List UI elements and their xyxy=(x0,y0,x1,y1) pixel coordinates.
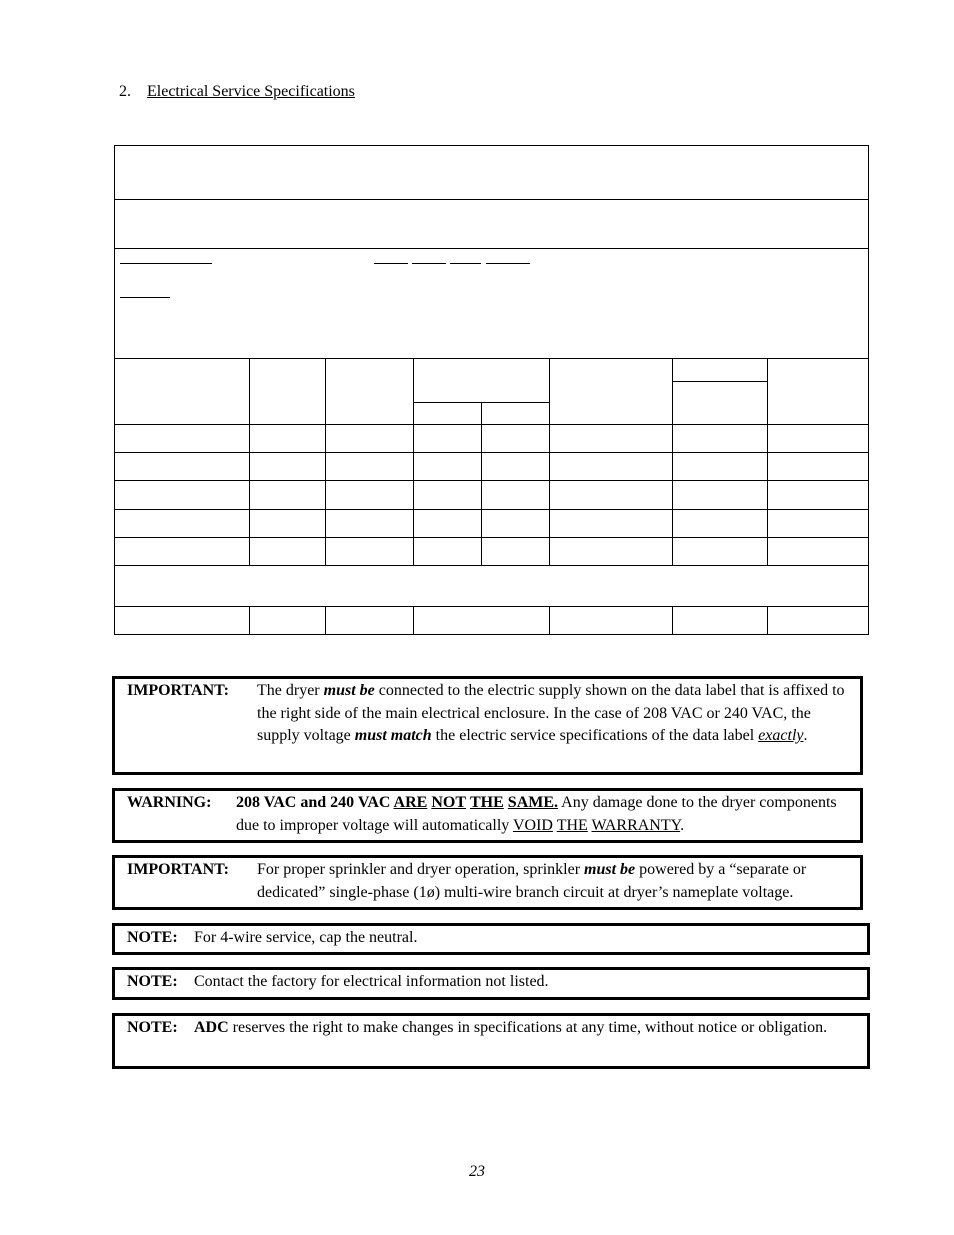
table-row-line xyxy=(114,509,869,510)
notice-label: NOTE: xyxy=(127,929,178,946)
table-col-line xyxy=(249,358,250,566)
table-col-line xyxy=(767,358,768,566)
table-row-line xyxy=(114,358,869,359)
table-row-line xyxy=(114,199,869,200)
table-col-line xyxy=(249,606,250,635)
table-row-line xyxy=(114,424,869,425)
notice-text: ADC reserves the right to make changes in specifications at any time, without notice or obligation. xyxy=(194,1019,828,1036)
table-border-left xyxy=(114,145,115,635)
table-row-line xyxy=(114,565,869,566)
important-notice-sprinkler xyxy=(112,855,863,910)
table-row-line xyxy=(114,480,869,481)
table-border-right xyxy=(868,145,869,635)
table-col-line xyxy=(672,358,673,566)
notice-text: Contact the factory for electrical information not listed. xyxy=(194,973,549,990)
notice-label: NOTE: xyxy=(127,1019,178,1036)
blank-underline xyxy=(120,297,170,298)
table-col-line xyxy=(672,606,673,635)
note-contact-factory xyxy=(112,967,870,1000)
note-neutral xyxy=(112,923,870,955)
table-col-line xyxy=(549,606,550,635)
notice-text: The dryer must be connected to the electric supply shown on the data label that is affixed to the right side of the main electrical enclosure. In the case of 208 VAC or 240 VAC, the supply voltage must match the electric service specifications of the data label exactly. xyxy=(257,682,845,744)
table-row-line xyxy=(114,452,869,453)
table-col-line xyxy=(549,358,550,566)
section-title: Electrical Service Specifications xyxy=(147,83,355,100)
table-col-line xyxy=(413,606,414,635)
blank-underline xyxy=(374,263,408,264)
note-specifications-change xyxy=(112,1013,870,1069)
notice-label: IMPORTANT: xyxy=(127,682,229,699)
blank-underline xyxy=(486,263,530,264)
table-subheader-line xyxy=(672,381,767,382)
blank-underline xyxy=(412,263,446,264)
notice-label: IMPORTANT: xyxy=(127,861,229,878)
notice-label: WARNING: xyxy=(127,794,212,811)
table-border-top xyxy=(114,145,869,146)
table-col-line xyxy=(413,358,414,566)
notice-label: NOTE: xyxy=(127,973,178,990)
table-col-line xyxy=(481,402,482,566)
table-col-line xyxy=(325,606,326,635)
table-col-line xyxy=(767,606,768,635)
section-number: 2. xyxy=(119,83,131,100)
table-row-line xyxy=(114,248,869,249)
table-col-line xyxy=(325,358,326,566)
table-row-line xyxy=(114,606,869,607)
blank-underline xyxy=(450,263,481,264)
important-notice-supply xyxy=(112,676,863,775)
page-number: 23 xyxy=(469,1163,485,1180)
notice-text: 208 VAC and 240 VAC ARE NOT THE SAME. Any damage done to the dryer components due to improper voltage will automatically VOID THE WARRANTY. xyxy=(236,794,837,834)
notice-text: For 4-wire service, cap the neutral. xyxy=(194,929,418,946)
warning-notice-voltage xyxy=(112,788,863,843)
blank-underline xyxy=(120,263,212,264)
notice-text: For proper sprinkler and dryer operation, sprinkler must be powered by a “separate or dedicated” single-phase (1ø) multi-wire branch circuit at dryer’s nameplate voltage. xyxy=(257,861,807,901)
table-border-bottom xyxy=(114,634,869,635)
table-row-line xyxy=(114,537,869,538)
